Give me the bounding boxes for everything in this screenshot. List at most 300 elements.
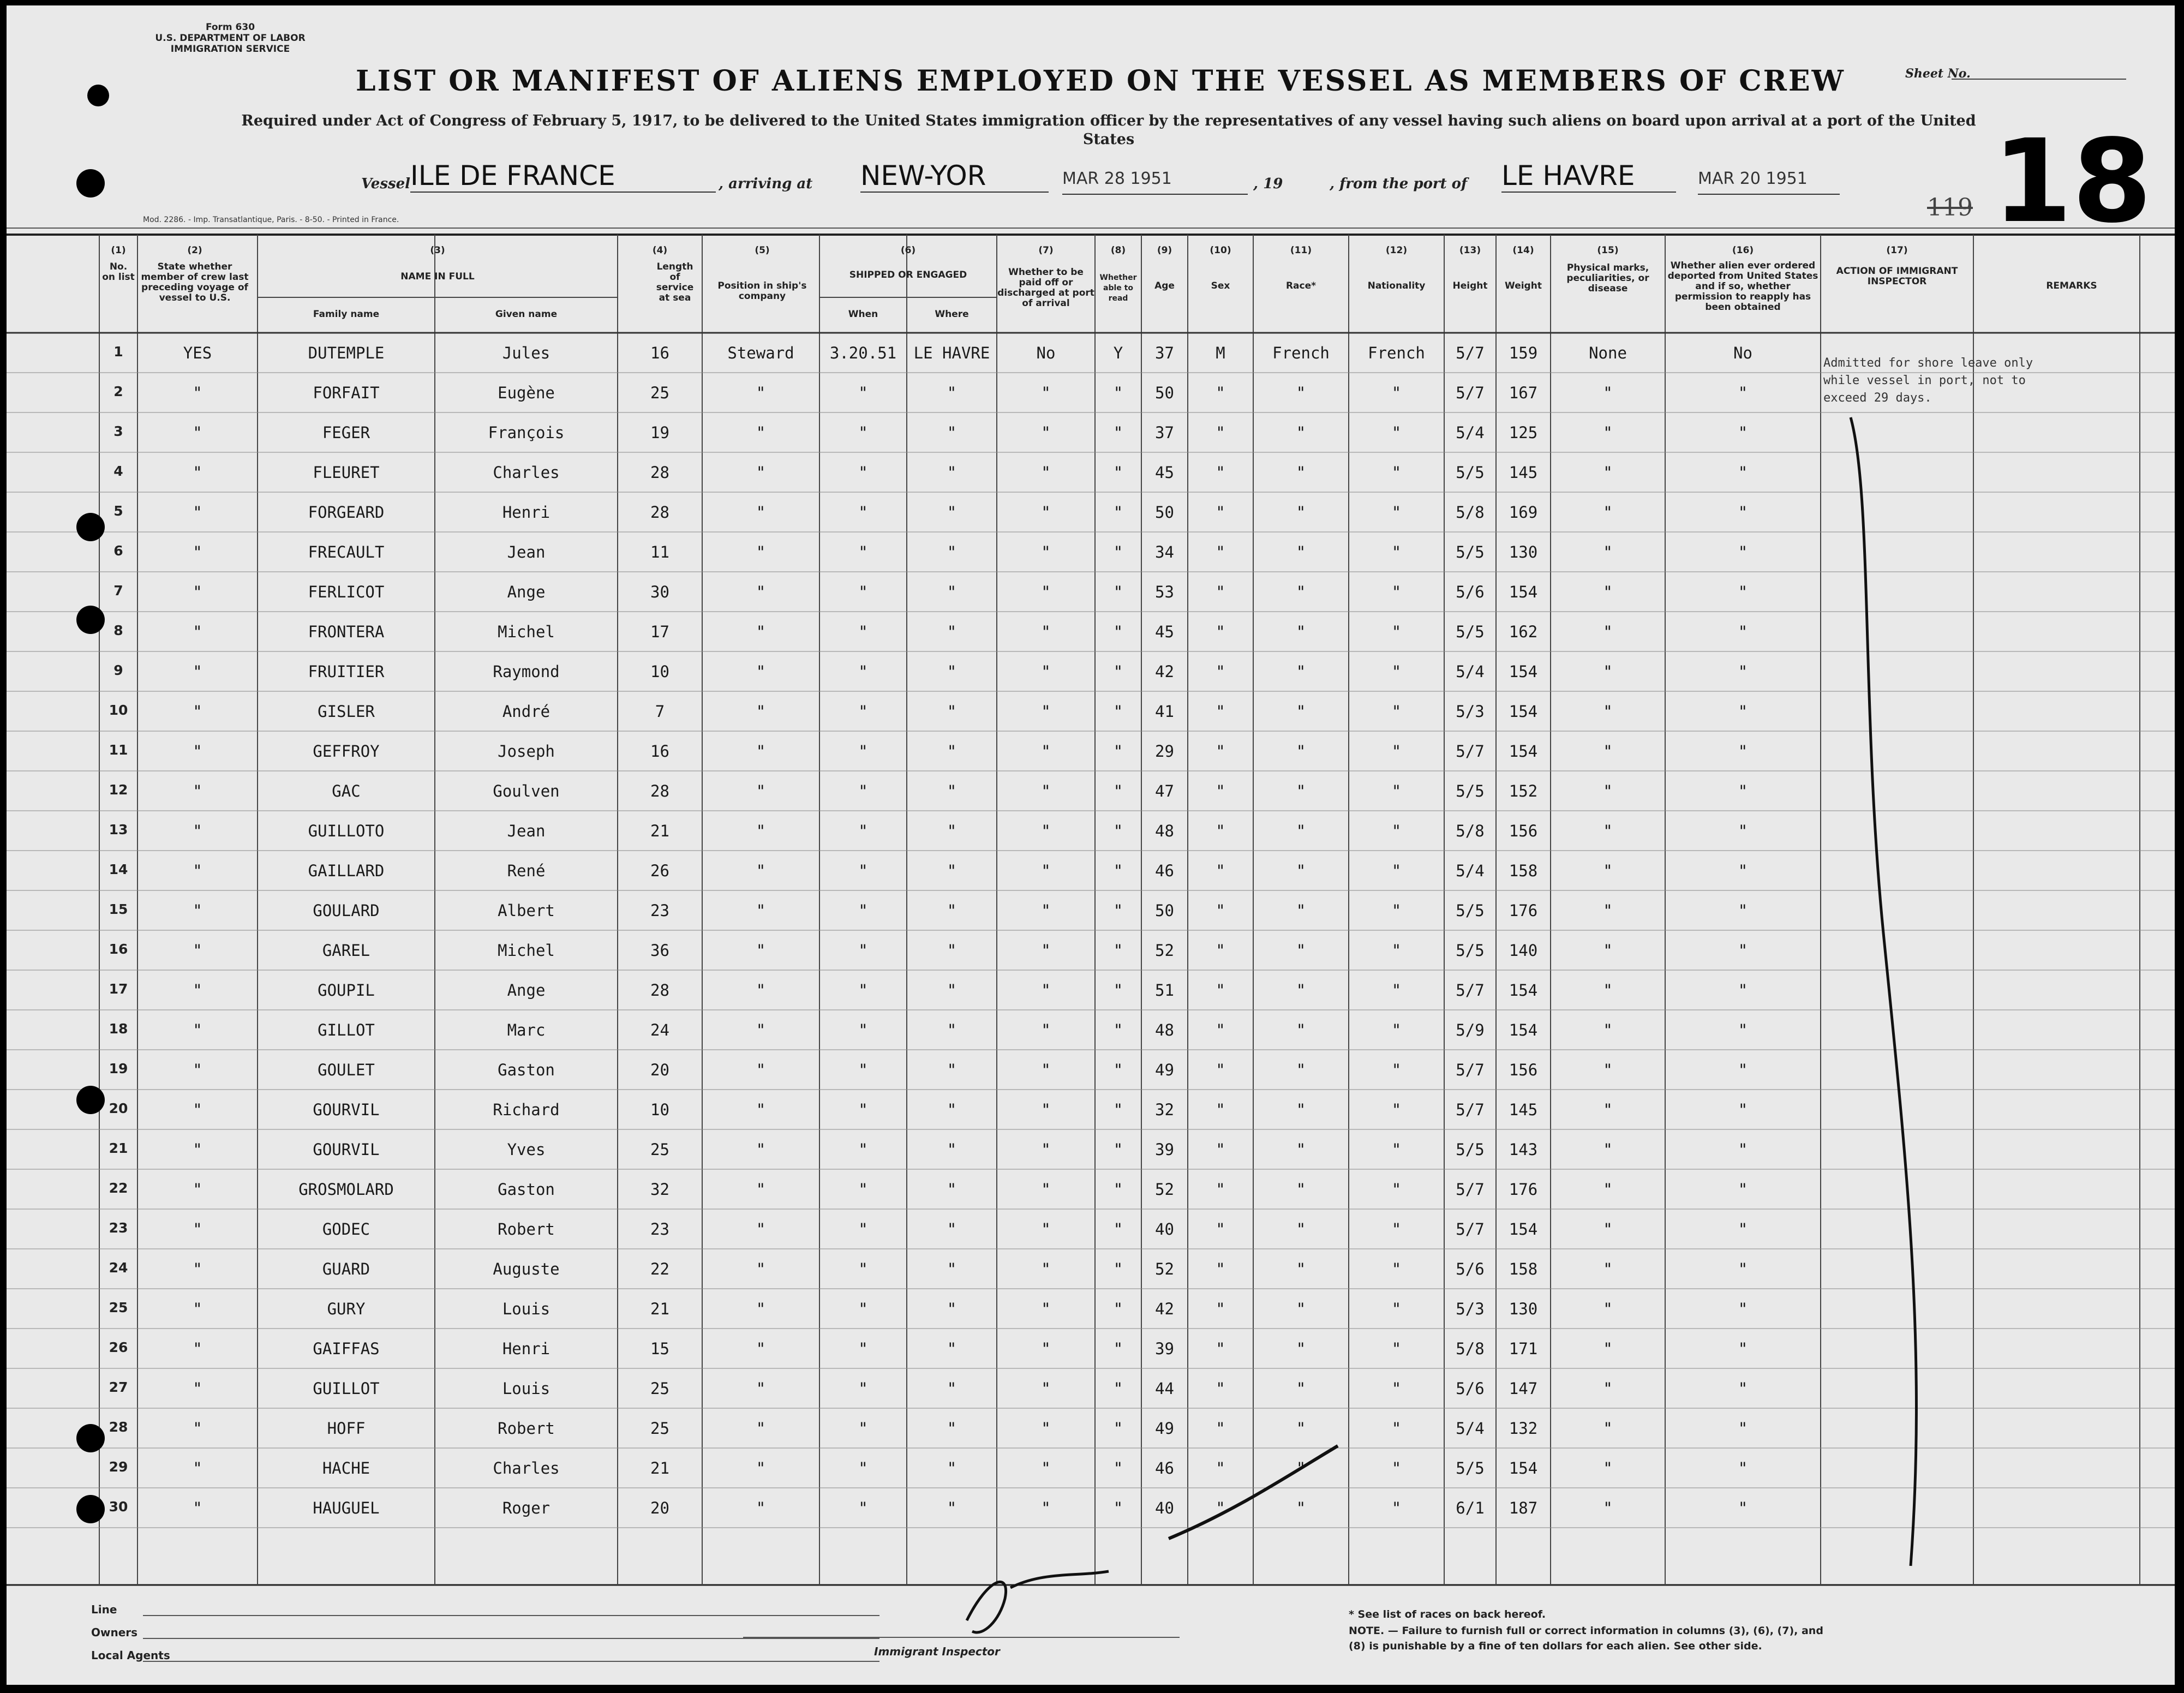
cell-age: 45 bbox=[1155, 623, 1174, 641]
cell-nationality: " bbox=[1391, 1339, 1402, 1358]
cell-deported: " bbox=[1738, 1459, 1748, 1477]
cell-prev-voyage: " bbox=[193, 384, 202, 402]
cell-height: 6/1 bbox=[1456, 1499, 1485, 1517]
cell-age: 46 bbox=[1155, 1459, 1174, 1477]
cell-able-to-read: " bbox=[1113, 1021, 1123, 1039]
cell-weight: 145 bbox=[1509, 463, 1538, 482]
cell-sex: " bbox=[1216, 1021, 1225, 1039]
cell-family-name: GAIFFAS bbox=[313, 1339, 380, 1358]
arriving-port: NEW-YOR bbox=[860, 160, 1049, 193]
cell-physical-marks: " bbox=[1603, 583, 1613, 601]
col16-number: (16) bbox=[1732, 245, 1754, 256]
cell-service: 36 bbox=[650, 941, 669, 960]
cell-prev-voyage: " bbox=[193, 543, 202, 561]
cell-deported: " bbox=[1738, 1339, 1748, 1358]
punch-hole bbox=[76, 1424, 105, 1452]
cell-prev-voyage: " bbox=[193, 1339, 202, 1358]
col16-header: Whether alien ever ordered deported from United States and if so, whether permission to reapply has been obtained bbox=[1667, 260, 1818, 313]
cell-shipped-where: " bbox=[947, 901, 957, 920]
col6b-header: Where bbox=[935, 309, 969, 320]
cell-family-name: GOURVIL bbox=[313, 1100, 380, 1119]
cell-service: 30 bbox=[650, 583, 669, 601]
cell-age: 50 bbox=[1155, 503, 1174, 522]
cell-deported: " bbox=[1738, 941, 1748, 960]
col12-header: Nationality bbox=[1367, 280, 1426, 291]
cell-age: 44 bbox=[1155, 1379, 1174, 1398]
cell-sex: " bbox=[1216, 742, 1225, 761]
cell-race: " bbox=[1296, 1419, 1306, 1438]
cell-service: 28 bbox=[650, 463, 669, 482]
cell-deported: " bbox=[1738, 1220, 1748, 1239]
cell-able-to-read: " bbox=[1113, 1379, 1123, 1398]
cell-service: 22 bbox=[650, 1260, 669, 1278]
cell-no: 10 bbox=[109, 702, 128, 718]
cell-height: 5/7 bbox=[1456, 742, 1485, 761]
cell-shipped-where: " bbox=[947, 782, 957, 800]
cell-able-to-read: " bbox=[1113, 782, 1123, 800]
cell-shipped-when: " bbox=[858, 1379, 868, 1398]
cell-physical-marks: " bbox=[1603, 981, 1613, 1000]
cell-shipped-when: " bbox=[858, 1100, 868, 1119]
cell-shipped-when: " bbox=[858, 862, 868, 880]
cell-physical-marks: " bbox=[1603, 862, 1613, 880]
punch-hole bbox=[76, 1086, 105, 1114]
punch-hole bbox=[76, 169, 105, 198]
cell-prev-voyage: " bbox=[193, 1499, 202, 1517]
cell-physical-marks: " bbox=[1603, 1180, 1613, 1199]
cell-no: 5 bbox=[113, 503, 123, 519]
col9-number: (9) bbox=[1157, 245, 1172, 256]
cell-prev-voyage: " bbox=[193, 1220, 202, 1239]
cell-sex: " bbox=[1216, 1459, 1225, 1477]
cell-height: 5/5 bbox=[1456, 623, 1485, 641]
cell-service: 19 bbox=[650, 423, 669, 442]
handwritten-sheet-number: 119 bbox=[1927, 194, 1973, 222]
cell-prev-voyage: " bbox=[193, 742, 202, 761]
cell-deported: " bbox=[1738, 1061, 1748, 1079]
cell-shipped-when: " bbox=[858, 1339, 868, 1358]
cell-given-name: Louis bbox=[502, 1379, 551, 1398]
cell-service: 11 bbox=[650, 543, 669, 561]
cell-able-to-read: " bbox=[1113, 463, 1123, 482]
cell-position: " bbox=[756, 1499, 766, 1517]
cell-no: 11 bbox=[109, 742, 128, 758]
cell-shipped-when: " bbox=[858, 941, 868, 960]
cell-prev-voyage: YES bbox=[183, 344, 212, 362]
cell-physical-marks: " bbox=[1603, 1379, 1613, 1398]
cell-shipped-where: " bbox=[947, 583, 957, 601]
cell-service: 25 bbox=[650, 1419, 669, 1438]
cell-shipped-where: " bbox=[947, 742, 957, 761]
cell-given-name: Henri bbox=[502, 503, 551, 522]
cell-paid-off: " bbox=[1041, 1021, 1051, 1039]
cell-height: 5/9 bbox=[1456, 1021, 1485, 1039]
cell-position: " bbox=[756, 1140, 766, 1159]
cell-family-name: GEFFROY bbox=[313, 742, 380, 761]
cell-family-name: FRONTERA bbox=[308, 623, 385, 641]
cell-nationality: " bbox=[1391, 1100, 1402, 1119]
cell-prev-voyage: " bbox=[193, 702, 202, 721]
vessel-name: ILE DE FRANCE bbox=[410, 160, 716, 193]
cell-prev-voyage: " bbox=[193, 1379, 202, 1398]
cell-weight: 152 bbox=[1509, 782, 1538, 800]
cell-nationality: " bbox=[1391, 742, 1402, 761]
cell-prev-voyage: " bbox=[193, 503, 202, 522]
cell-given-name: Henri bbox=[502, 1339, 551, 1358]
cell-shipped-when: " bbox=[858, 1459, 868, 1477]
cell-nationality: " bbox=[1391, 503, 1402, 522]
cell-sex: " bbox=[1216, 901, 1225, 920]
cell-weight: 156 bbox=[1509, 822, 1538, 840]
cell-no: 27 bbox=[109, 1379, 128, 1395]
cell-given-name: Joseph bbox=[498, 742, 555, 761]
cell-given-name: Ange bbox=[507, 583, 546, 601]
cell-height: 5/6 bbox=[1456, 1379, 1485, 1398]
cell-race: French bbox=[1272, 344, 1330, 362]
cell-family-name: FLEURET bbox=[313, 463, 380, 482]
col2-number: (2) bbox=[187, 245, 202, 256]
cell-race: " bbox=[1296, 862, 1306, 880]
cell-weight: 145 bbox=[1509, 1100, 1538, 1119]
cell-no: 16 bbox=[109, 941, 128, 957]
cell-sex: " bbox=[1216, 662, 1225, 681]
cell-shipped-when: " bbox=[858, 583, 868, 601]
cell-nationality: " bbox=[1391, 941, 1402, 960]
cell-height: 5/4 bbox=[1456, 423, 1485, 442]
cell-prev-voyage: " bbox=[193, 463, 202, 482]
cell-age: 49 bbox=[1155, 1061, 1174, 1079]
cell-service: 21 bbox=[650, 822, 669, 840]
cell-weight: 154 bbox=[1509, 662, 1538, 681]
cell-weight: 158 bbox=[1509, 862, 1538, 880]
cell-prev-voyage: " bbox=[193, 941, 202, 960]
cell-height: 5/5 bbox=[1456, 941, 1485, 960]
cell-family-name: GUARD bbox=[322, 1260, 370, 1278]
cell-weight: 167 bbox=[1509, 384, 1538, 402]
col4-header: Length of service at sea bbox=[656, 261, 694, 303]
cell-shipped-where: " bbox=[947, 623, 957, 641]
col14-number: (14) bbox=[1512, 245, 1534, 256]
cell-paid-off: " bbox=[1041, 901, 1051, 920]
cell-service: 15 bbox=[650, 1339, 669, 1358]
cell-race: " bbox=[1296, 623, 1306, 641]
cell-sex: " bbox=[1216, 702, 1225, 721]
cell-physical-marks: " bbox=[1603, 623, 1613, 641]
cell-shipped-where: " bbox=[947, 1339, 957, 1358]
cell-shipped-when: " bbox=[858, 1180, 868, 1199]
cell-physical-marks: " bbox=[1603, 742, 1613, 761]
cell-height: 5/8 bbox=[1456, 822, 1485, 840]
cell-no: 24 bbox=[109, 1260, 128, 1276]
cell-position: " bbox=[756, 583, 766, 601]
cell-shipped-where: " bbox=[947, 503, 957, 522]
cell-nationality: " bbox=[1391, 623, 1402, 641]
cell-service: 10 bbox=[650, 662, 669, 681]
cell-age: 48 bbox=[1155, 822, 1174, 840]
cell-height: 5/5 bbox=[1456, 463, 1485, 482]
cell-weight: 176 bbox=[1509, 901, 1538, 920]
col9-header: Age bbox=[1154, 280, 1175, 291]
cell-paid-off: " bbox=[1041, 862, 1051, 880]
cell-nationality: " bbox=[1391, 1061, 1402, 1079]
cell-position: " bbox=[756, 503, 766, 522]
cell-paid-off: " bbox=[1041, 1339, 1051, 1358]
cell-position: " bbox=[756, 1220, 766, 1239]
cell-shipped-when: " bbox=[858, 423, 868, 442]
cell-sex: " bbox=[1216, 583, 1225, 601]
cell-nationality: " bbox=[1391, 1220, 1402, 1239]
cell-shipped-when: " bbox=[858, 1419, 868, 1438]
cell-prev-voyage: " bbox=[193, 583, 202, 601]
cell-sex: " bbox=[1216, 1061, 1225, 1079]
cell-sex: " bbox=[1216, 1260, 1225, 1278]
cell-age: 32 bbox=[1155, 1100, 1174, 1119]
cell-family-name: GURY bbox=[327, 1300, 366, 1318]
cell-sex: " bbox=[1216, 503, 1225, 522]
cell-prev-voyage: " bbox=[193, 901, 202, 920]
cell-service: 20 bbox=[650, 1061, 669, 1079]
from-port-label: , from the port of bbox=[1330, 176, 1468, 192]
cell-no: 13 bbox=[109, 822, 128, 837]
cell-age: 51 bbox=[1155, 981, 1174, 1000]
cell-deported: " bbox=[1738, 742, 1748, 761]
cell-age: 45 bbox=[1155, 463, 1174, 482]
cell-no: 18 bbox=[109, 1021, 128, 1037]
cell-paid-off: " bbox=[1041, 1499, 1051, 1517]
cell-age: 47 bbox=[1155, 782, 1174, 800]
cell-race: " bbox=[1296, 981, 1306, 1000]
punch-hole bbox=[76, 1495, 105, 1523]
cell-able-to-read: " bbox=[1113, 1499, 1123, 1517]
cell-age: 40 bbox=[1155, 1220, 1174, 1239]
punch-hole bbox=[76, 606, 105, 634]
col12-number: (12) bbox=[1385, 245, 1408, 256]
cell-prev-voyage: " bbox=[193, 1300, 202, 1318]
cell-family-name: GUILLOTO bbox=[308, 822, 385, 840]
cell-sex: " bbox=[1216, 423, 1225, 442]
col3-header: NAME IN FULL bbox=[400, 271, 475, 282]
cell-shipped-where: " bbox=[947, 384, 957, 402]
cell-paid-off: " bbox=[1041, 623, 1051, 641]
cell-nationality: " bbox=[1391, 782, 1402, 800]
cell-age: 52 bbox=[1155, 1180, 1174, 1199]
cell-no: 14 bbox=[109, 862, 128, 877]
cell-paid-off: " bbox=[1041, 941, 1051, 960]
cell-deported: No bbox=[1733, 344, 1752, 362]
col3a-header: Family name bbox=[313, 309, 380, 320]
cell-shipped-where: " bbox=[947, 1021, 957, 1039]
cell-able-to-read: " bbox=[1113, 862, 1123, 880]
cell-given-name: Robert bbox=[498, 1220, 555, 1239]
cell-nationality: " bbox=[1391, 1140, 1402, 1159]
subtitle: Required under Act of Congress of February 5, 1917, to be delivered to the United States immigration officer by the representatives of any vessel having such aliens on board upon arrival at a port of the United States bbox=[241, 112, 1976, 148]
cell-shipped-when: " bbox=[858, 543, 868, 561]
cell-given-name: Jean bbox=[507, 822, 546, 840]
cell-family-name: FORGEARD bbox=[308, 503, 385, 522]
cell-able-to-read: " bbox=[1113, 1061, 1123, 1079]
cell-family-name: GAC bbox=[332, 782, 361, 800]
cell-service: 32 bbox=[650, 1180, 669, 1199]
cell-service: 28 bbox=[650, 503, 669, 522]
col1-number: (1) bbox=[111, 245, 126, 256]
col6-number: (6) bbox=[900, 245, 916, 256]
cell-shipped-when: " bbox=[858, 623, 868, 641]
cell-no: 2 bbox=[113, 384, 123, 399]
cell-family-name: DUTEMPLE bbox=[308, 344, 385, 362]
cell-shipped-where: " bbox=[947, 1379, 957, 1398]
cell-able-to-read: " bbox=[1113, 822, 1123, 840]
cell-sex: " bbox=[1216, 1499, 1225, 1517]
cell-race: " bbox=[1296, 782, 1306, 800]
col5-header: Position in ship's company bbox=[717, 280, 807, 302]
cell-sex: " bbox=[1216, 1300, 1225, 1318]
cell-nationality: " bbox=[1391, 1499, 1402, 1517]
cell-height: 5/7 bbox=[1456, 1100, 1485, 1119]
cell-height: 5/7 bbox=[1456, 1061, 1485, 1079]
cell-weight: 187 bbox=[1509, 1499, 1538, 1517]
cell-nationality: French bbox=[1368, 344, 1425, 362]
col13-header: Height bbox=[1452, 280, 1488, 291]
cell-weight: 171 bbox=[1509, 1339, 1538, 1358]
cell-able-to-read: " bbox=[1113, 1220, 1123, 1239]
cell-able-to-read: " bbox=[1113, 702, 1123, 721]
cell-deported: " bbox=[1738, 1300, 1748, 1318]
cell-physical-marks: " bbox=[1603, 1499, 1613, 1517]
cell-service: 28 bbox=[650, 981, 669, 1000]
cell-nationality: " bbox=[1391, 662, 1402, 681]
cell-position: " bbox=[756, 702, 766, 721]
cell-weight: 154 bbox=[1509, 981, 1538, 1000]
line-label: Line bbox=[91, 1603, 117, 1616]
cell-age: 37 bbox=[1155, 344, 1174, 362]
cell-able-to-read: " bbox=[1113, 981, 1123, 1000]
cell-weight: 156 bbox=[1509, 1061, 1538, 1079]
cell-physical-marks: " bbox=[1603, 1140, 1613, 1159]
cell-nationality: " bbox=[1391, 901, 1402, 920]
cell-service: 25 bbox=[650, 384, 669, 402]
cell-nationality: " bbox=[1391, 1300, 1402, 1318]
cell-shipped-where: LE HAVRE bbox=[913, 344, 990, 362]
cell-position: " bbox=[756, 1339, 766, 1358]
cell-race: " bbox=[1296, 1459, 1306, 1477]
cell-physical-marks: " bbox=[1603, 463, 1613, 482]
sheet-number: 18 bbox=[1992, 115, 2152, 248]
cell-nationality: " bbox=[1391, 543, 1402, 561]
cell-given-name: André bbox=[502, 702, 551, 721]
cell-shipped-where: " bbox=[947, 1140, 957, 1159]
cell-prev-voyage: " bbox=[193, 862, 202, 880]
cell-prev-voyage: " bbox=[193, 981, 202, 1000]
cell-position: " bbox=[756, 901, 766, 920]
cell-age: 39 bbox=[1155, 1339, 1174, 1358]
cell-race: " bbox=[1296, 1499, 1306, 1517]
cell-given-name: Roger bbox=[502, 1499, 551, 1517]
cell-deported: " bbox=[1738, 623, 1748, 641]
cell-family-name: FERLICOT bbox=[308, 583, 385, 601]
cell-no: 20 bbox=[109, 1100, 128, 1116]
inspector-signature-line bbox=[743, 1637, 1180, 1638]
cell-able-to-read: " bbox=[1113, 941, 1123, 960]
cell-family-name: GISLER bbox=[318, 702, 375, 721]
cell-paid-off: " bbox=[1041, 1300, 1051, 1318]
cell-weight: 154 bbox=[1509, 583, 1538, 601]
cell-given-name: François bbox=[488, 423, 565, 442]
cell-prev-voyage: " bbox=[193, 782, 202, 800]
cell-weight: 154 bbox=[1509, 1021, 1538, 1039]
col4-number: (4) bbox=[652, 245, 668, 256]
cell-position: " bbox=[756, 782, 766, 800]
cell-given-name: Yves bbox=[507, 1140, 546, 1159]
cell-family-name: HAUGUEL bbox=[313, 1499, 380, 1517]
manifest-sheet bbox=[7, 5, 2175, 1685]
cell-able-to-read: " bbox=[1113, 742, 1123, 761]
cell-height: 5/8 bbox=[1456, 503, 1485, 522]
cell-given-name: Charles bbox=[493, 463, 560, 482]
cell-sex: " bbox=[1216, 543, 1225, 561]
cell-weight: 140 bbox=[1509, 941, 1538, 960]
col7-number: (7) bbox=[1038, 245, 1054, 256]
cell-position: " bbox=[756, 662, 766, 681]
cell-deported: " bbox=[1738, 1100, 1748, 1119]
cell-shipped-where: " bbox=[947, 1300, 957, 1318]
cell-physical-marks: " bbox=[1603, 1260, 1613, 1278]
cell-shipped-when: " bbox=[858, 981, 868, 1000]
cell-height: 5/3 bbox=[1456, 702, 1485, 721]
cell-service: 21 bbox=[650, 1300, 669, 1318]
cell-prev-voyage: " bbox=[193, 1061, 202, 1079]
cell-given-name: Michel bbox=[498, 623, 555, 641]
cell-race: " bbox=[1296, 1140, 1306, 1159]
local-agents-field bbox=[143, 1661, 879, 1662]
cell-no: 26 bbox=[109, 1339, 128, 1355]
cell-paid-off: " bbox=[1041, 384, 1051, 402]
cell-nationality: " bbox=[1391, 1459, 1402, 1477]
cell-shipped-where: " bbox=[947, 1061, 957, 1079]
cell-shipped-where: " bbox=[947, 702, 957, 721]
cell-deported: " bbox=[1738, 463, 1748, 482]
race-note: * See list of races on back hereof. bbox=[1349, 1608, 1546, 1620]
cell-height: 5/7 bbox=[1456, 981, 1485, 1000]
cell-prev-voyage: " bbox=[193, 662, 202, 681]
cell-deported: " bbox=[1738, 384, 1748, 402]
cell-able-to-read: " bbox=[1113, 901, 1123, 920]
cell-position: " bbox=[756, 1061, 766, 1079]
cell-height: 5/3 bbox=[1456, 1300, 1485, 1318]
col3b-header: Given name bbox=[495, 309, 558, 320]
form-number: Form 630 bbox=[205, 22, 255, 33]
cell-given-name: Albert bbox=[498, 901, 555, 920]
cell-race: " bbox=[1296, 941, 1306, 960]
cell-able-to-read: " bbox=[1113, 1419, 1123, 1438]
cell-shipped-where: " bbox=[947, 463, 957, 482]
cell-nationality: " bbox=[1391, 463, 1402, 482]
cell-deported: " bbox=[1738, 702, 1748, 721]
cell-age: 48 bbox=[1155, 1021, 1174, 1039]
punch-hole bbox=[76, 513, 105, 541]
col17-number: (17) bbox=[1886, 245, 1908, 256]
cell-sex: " bbox=[1216, 862, 1225, 880]
cell-weight: 154 bbox=[1509, 742, 1538, 761]
cell-height: 5/5 bbox=[1456, 1140, 1485, 1159]
cell-position: " bbox=[756, 1180, 766, 1199]
cell-deported: " bbox=[1738, 981, 1748, 1000]
cell-age: 40 bbox=[1155, 1499, 1174, 1517]
page-title: LIST OR MANIFEST OF ALIENS EMPLOYED ON THE VESSEL AS MEMBERS OF CREW bbox=[356, 64, 1845, 98]
cell-prev-voyage: " bbox=[193, 822, 202, 840]
cell-nationality: " bbox=[1391, 862, 1402, 880]
cell-service: 24 bbox=[650, 1021, 669, 1039]
cell-physical-marks: " bbox=[1603, 1100, 1613, 1119]
